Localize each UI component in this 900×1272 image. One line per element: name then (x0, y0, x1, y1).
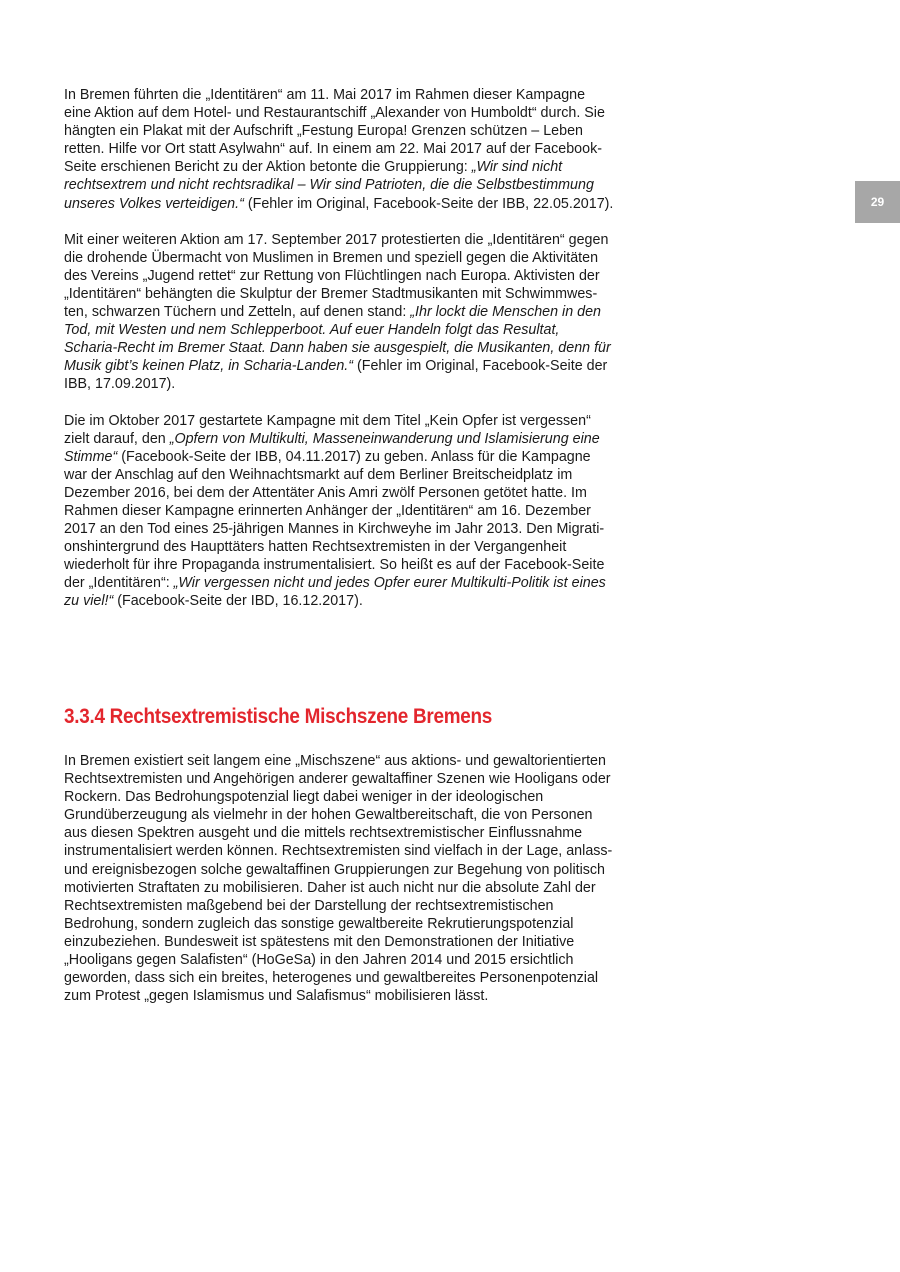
paragraph-3 (64, 412, 616, 611)
section-3-3-4 (64, 704, 616, 1005)
body-text (64, 86, 616, 611)
paragraph-1-text-b: (Fehler im Original, Facebook-Seite der IBB, 22.05.2017). (243, 195, 614, 212)
paragraph-1-quote: „Wir sind nicht rechtsextrem und nicht rechtsradikal – Wir sind Patrioten, die die Selbstbestimmung unseres Volkes verteidigen.“ (64, 159, 594, 212)
section-paragraph: In Bremen existiert seit langem eine „Mischszene“ aus aktions- und gewaltorientierten Rechtsextremisten und Angehörigen anderer gewaltaffiner Szenen wie Hooligans oder Rockern. Das Bedrohungspotenzial liegt dabei weniger in der ideologischen Grundüberzeugung als vielmehr in der hohen Gewaltbereitschaft, die von Personen aus diesen Spektren ausgeht und die mittels rechtsextremistischer Einflussnahme instrumentalisiert werden können. Rechtsextremisten sind vielfach in der Lage, anlass- und ereignisbezogen solche gewaltaffinen Gruppierungen zur Begehung von politisch motivierten Straftaten zu mobilisieren. Daher ist auch nicht nur die absolute Zahl der Rechtsextremisten maßgebend bei der Darstellung der rechtsextremistischen Bedrohung, sondern zugleich das sonstige gewaltbereite Rekrutierungspotenzial einzubeziehen. Bundesweit ist spätestens mit den Demonstrationen der Initiative „Hooligans gegen Salafisten“ (HoGeSa) in den Jahren 2014 und 2015 ersichtlich geworden, dass sich ein breites, heterogenes und gewaltbereites Personenpotenzial zum Protest „gegen Islamismus und Salafismus“ mobilisieren lässt. (64, 753, 613, 1005)
paragraph-1-text-a: In Bremen führten die „Identitären“ am 11. Mai 2017 im Rahmen dieser Kampagne eine Aktion auf dem Hotel- und Restaurantschiff „Alexander von Humboldt“ durch. Sie hängten ein Plakat mit der Aufschrift „Festung Europa! Grenzen schützen – Leben retten. Hilfe vor Ort statt Asylwahn“ auf. In einem am 22. Mai 2017 auf der Facebook-Seite erschienen Bericht zu der Aktion betonte die Gruppierung: (64, 87, 605, 176)
paragraph-3-text-b: (Facebook-Seite der IBB, 04.11.2017) zu geben. Anlass für die Kampagne war der Anschlag auf den Weihnachtsmarkt auf dem Berliner Breitscheidplatz im Dezember 2016, bei dem der Attentäter Anis Amri zwölf Personen getötet hatte. Im Rahmen dieser Kampagne erinnerten Anhänger der „Identitären“ am 16. Dezember 2017 an den Tod eines 25-jährigen Mannes in Kirchweyhe im Jahr 2013. Den Migrationshintergrund des Haupttäters hatten Rechtsextremisten in der Vergangenheit wiederholt für ihre Propaganda instrumentalisiert. So heißt es auf der Facebook-Seite der „Identitären“: (64, 448, 605, 592)
paragraph-2-quote: „Ihr lockt die Menschen in den Tod, mit Westen und nem Schlepperboot. Auf euer Handeln folgt das Resultat, Scharia-Recht im Bremer Staat. Dann haben sie ausgespielt, die Musikanten, denn für Musik gibt’s keinen Platz, in Scharia-Landen.“ (64, 304, 611, 375)
paragraph-2 (64, 231, 616, 394)
paragraph-2-text-a: Mit einer weiteren Aktion am 17. September 2017 protestierten die „Identitären“ gegen die drohende Übermacht von Muslimen in Bremen und speziell gegen die Aktivitäten des Vereins „Jugend rettet“ zur Rettung von Flüchtlingen nach Europa. Aktivisten der „Identitären“ behängten die Skulptur der Bremer Stadtmusikanten mit Schwimmwesten, schwarzen Tüchern und Zetteln, auf denen stand: (64, 231, 609, 321)
paragraph-2-text-b: (Fehler im Original, Facebook-Seite der IBB, 17.09.2017). (64, 358, 608, 393)
section-heading: 3.3.4 Rechtsextremistische Mischszene Bremens (64, 705, 493, 728)
paragraph-1 (64, 86, 616, 213)
paragraph-3-quote-2: „Wir vergessen nicht und jedes Opfer eurer Multikulti-Politik ist eines zu viel!“ (64, 575, 606, 610)
paragraph-3-text-a: Die im Oktober 2017 gestartete Kampagne mit dem Titel „Kein Opfer ist vergessen“ zielt darauf, den (64, 412, 591, 447)
paragraph-3-quote-1: „Opfern von Multikulti, Masseneinwanderung und Islamisierung eine Stimme“ (64, 430, 600, 465)
page-number-tab (855, 181, 900, 223)
page-number: 29 (870, 195, 885, 209)
paragraph-3-text-c: (Facebook-Seite der IBD, 16.12.2017). (113, 593, 363, 610)
